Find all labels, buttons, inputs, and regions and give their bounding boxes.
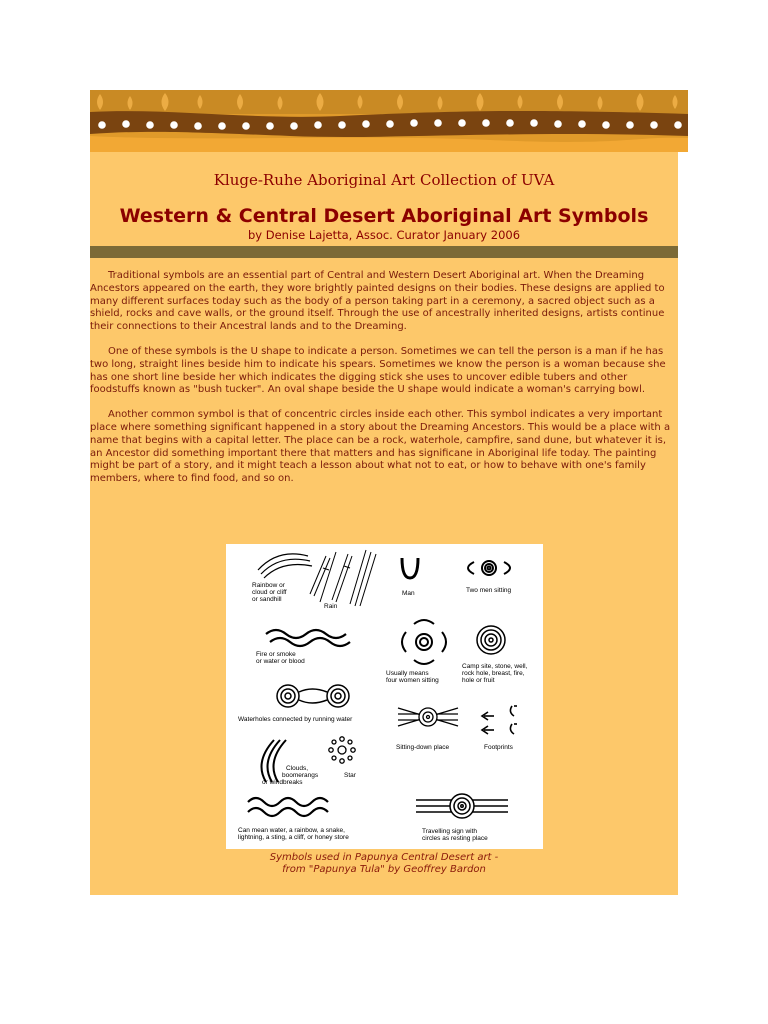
label-rainbow-3: or sandhill bbox=[252, 596, 282, 603]
label-rain: Rain bbox=[324, 603, 338, 610]
label-travel-1: Travelling sign with bbox=[422, 828, 478, 835]
sitting-down-symbol-icon bbox=[398, 708, 458, 726]
paragraph-3: Another common symbol is that of concentric circles inside each other. This symbol indicates a very important place where something significant happened in a story about the Dreaming Ancestors. This would be a place with a name that begins with a capital letter. The place can be a rock, waterhole, campfire, sand dune, but whatever it is, an Ancestor did something important there that matters and has significane in Aboriginal life today. The painting might be part of a story, and it might teach a lesson about what not to eat, or how to behave with one's family members, where to find food, and so on. bbox=[90, 409, 671, 485]
fire-symbol-icon bbox=[266, 630, 350, 646]
byline: by Denise Lajetta, Assoc. Curator January 2006 bbox=[247, 228, 521, 242]
label-fire-1: Fire or smoke bbox=[256, 651, 296, 658]
label-rainbow-1: Rainbow or bbox=[252, 582, 285, 589]
document-page bbox=[90, 90, 678, 895]
label-clouds-1: Clouds, bbox=[286, 765, 309, 772]
rain-symbol-icon bbox=[310, 550, 376, 606]
banner-pattern-icon bbox=[90, 90, 688, 152]
label-camp-2: rock hole, breast, fire, bbox=[462, 670, 525, 677]
label-clouds-2: boomerangs bbox=[282, 772, 319, 779]
figure-caption bbox=[90, 852, 678, 876]
footprints-symbol-icon bbox=[482, 706, 517, 734]
label-women-1: Usually means bbox=[386, 670, 429, 677]
label-star: Star bbox=[344, 772, 356, 779]
rainbow-symbol-icon bbox=[258, 554, 312, 578]
label-camp-3: hole or fruit bbox=[462, 677, 495, 684]
label-clouds-3: or windbreaks bbox=[262, 779, 303, 786]
symbols-illustration-icon bbox=[226, 544, 543, 849]
waterholes-symbol-icon bbox=[277, 685, 349, 707]
label-women-2: four women sitting bbox=[386, 677, 439, 684]
collection-title: Kluge-Ruhe Aboriginal Art Collection of UVA bbox=[213, 171, 555, 189]
symbols-figure bbox=[226, 544, 543, 849]
label-man: Man bbox=[402, 590, 415, 597]
label-travel-2: circles as resting place bbox=[422, 835, 488, 842]
two-men-symbol-icon bbox=[468, 561, 510, 575]
label-sitting-down: Sitting-down place bbox=[396, 744, 450, 751]
star-symbol-icon bbox=[329, 737, 355, 763]
travelling-symbol-icon bbox=[416, 794, 508, 818]
water-symbol-icon bbox=[248, 798, 328, 816]
man-symbol-icon bbox=[402, 558, 418, 578]
section-divider bbox=[90, 246, 678, 258]
page-title: Western & Central Desert Aboriginal Art Symbols bbox=[119, 205, 649, 227]
label-waterholes: Waterholes connected by running water bbox=[238, 716, 353, 723]
caption-line-2: from "Papunya Tula" by Geoffrey Bardon bbox=[282, 864, 486, 875]
decorative-banner bbox=[90, 90, 688, 152]
label-fire-2: or water or blood bbox=[256, 658, 305, 665]
label-footprints: Footprints bbox=[484, 744, 513, 751]
four-women-symbol-icon bbox=[402, 620, 446, 664]
article-body bbox=[90, 270, 678, 498]
paragraph-1: Traditional symbols are an essential part of Central and Western Desert Aboriginal art. When the Dreaming Ancestors appeared on the earth, they wore brightly painted designs on their bodies. These designs are applied to many different surfaces today such as the body of a person taking part in a ceremony, a sacred object such as a shield, rocks and cave walls, or the ground itself. Through the use of ancestrally inherited designs, artists continue their connections to their Ancestral lands and to the Dreaming. bbox=[90, 270, 665, 333]
label-camp-1: Camp site, stone, well, bbox=[462, 663, 528, 670]
header bbox=[90, 170, 678, 242]
caption-line-1: Symbols used in Papunya Central Desert art - bbox=[269, 852, 499, 863]
label-water-1: Can mean water, a rainbow, a snake, bbox=[238, 827, 345, 834]
paragraph-2: One of these symbols is the U shape to indicate a person. Sometimes we can tell the person is a man if he has two long, straight lines beside him to indicate his spears. Sometimes we know the person is a woman because she has one short line beside her which indicates the digging stick she uses to uncover edible tubers and other foodstuffs known as "bush tucker". An oval shape beside the U shape would indicate a woman's carrying bowl. bbox=[90, 345, 666, 396]
camp-site-symbol-icon bbox=[477, 626, 505, 654]
label-two-men: Two men sitting bbox=[466, 587, 512, 594]
label-rainbow-2: cloud or cliff bbox=[252, 589, 287, 596]
label-water-2: lightning, a sting, a cliff, or honey store bbox=[238, 834, 349, 841]
